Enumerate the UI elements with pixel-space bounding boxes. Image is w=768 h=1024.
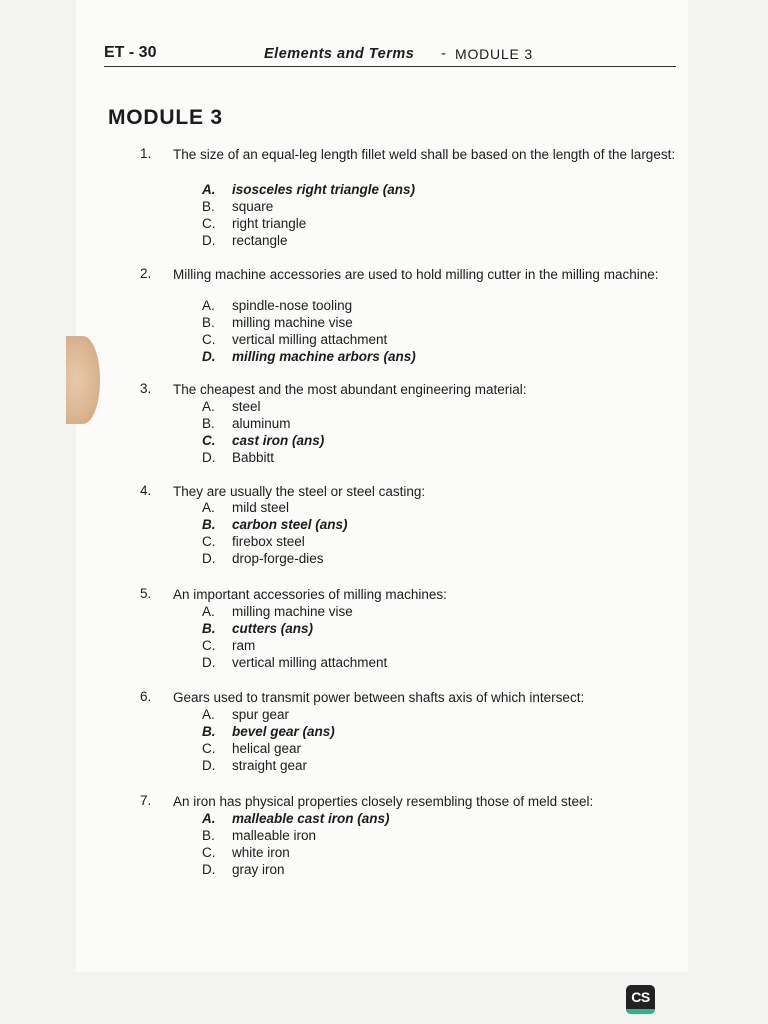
question-number: 4. <box>140 483 152 498</box>
answer-choice: C. vertical milling attachment <box>202 332 388 347</box>
answer-choice-correct: A. malleable cast iron (ans) <box>202 811 390 826</box>
choice-list <box>202 181 415 249</box>
question-number: 3. <box>140 381 152 396</box>
answer-choice-correct: A. isosceles right triangle (ans) <box>202 182 416 197</box>
thumb-in-photo <box>66 336 100 424</box>
answer-choice: C. ram <box>202 638 256 653</box>
answer-choice-correct: B. bevel gear (ans) <box>202 724 335 739</box>
camscanner-logo-text: CS <box>631 989 650 1005</box>
choice-list <box>202 297 416 365</box>
question-number: 2. <box>140 266 152 281</box>
document-code: ET - 30 <box>104 44 157 61</box>
answer-choice: D. vertical milling attachment <box>202 655 388 670</box>
choice-list <box>202 499 348 567</box>
module-heading: MODULE 3 <box>108 106 223 129</box>
page-header <box>104 44 676 67</box>
question-text: The size of an equal-leg length fillet weld shall be based on the length of the largest: <box>173 147 676 162</box>
logo-stripe <box>626 1009 655 1014</box>
answer-choice: C. right triangle <box>202 216 307 231</box>
choice-list <box>202 706 335 774</box>
answer-choice-correct: B. cutters (ans) <box>202 621 314 636</box>
header-separator: - <box>441 45 446 62</box>
answer-choice: B. aluminum <box>202 416 291 431</box>
choice-list <box>202 398 324 466</box>
answer-choice-correct: D. milling machine arbors (ans) <box>202 349 416 364</box>
answer-choice: B. milling machine vise <box>202 315 353 330</box>
header-title: Elements and Terms <box>264 46 415 62</box>
choice-list <box>202 810 390 878</box>
answer-choice: A. steel <box>202 399 261 414</box>
question-number: 7. <box>140 793 152 808</box>
answer-choice: A. spindle-nose tooling <box>202 298 353 313</box>
answer-choice: A. mild steel <box>202 500 290 515</box>
choice-list <box>202 603 387 671</box>
question-text: They are usually the steel or steel casting: <box>173 484 426 499</box>
answer-choice-correct: B. carbon steel (ans) <box>202 517 348 532</box>
answer-choice: C. firebox steel <box>202 534 305 549</box>
answer-choice: D. straight gear <box>202 758 308 773</box>
answer-choice-correct: C. cast iron (ans) <box>202 433 325 448</box>
answer-choice: B. square <box>202 199 274 214</box>
question-text: The cheapest and the most abundant engineering material: <box>173 382 527 397</box>
camscanner-logo-icon <box>626 985 655 1014</box>
question-text: Milling machine accessories are used to hold milling cutter in the milling machine: <box>173 267 659 282</box>
question-text: An iron has physical properties closely resembling those of meld steel: <box>173 794 594 809</box>
answer-choice: D. rectangle <box>202 233 288 248</box>
question-number: 6. <box>140 689 152 704</box>
answer-choice: A. spur gear <box>202 707 290 722</box>
answer-choice: C. white iron <box>202 845 290 860</box>
question-text: An important accessories of milling machines: <box>173 587 447 602</box>
answer-choice: C. helical gear <box>202 741 302 756</box>
answer-choice: D. drop-forge-dies <box>202 551 324 566</box>
question-number: 1. <box>140 146 152 161</box>
answer-choice: D. Babbitt <box>202 450 275 465</box>
answer-choice: A. milling machine vise <box>202 604 353 619</box>
question-text: Gears used to transmit power between shafts axis of which intersect: <box>173 690 585 705</box>
answer-choice: D. gray iron <box>202 862 285 877</box>
answer-choice: B. malleable iron <box>202 828 317 843</box>
header-module: MODULE 3 <box>455 46 533 62</box>
question-number: 5. <box>140 586 152 601</box>
